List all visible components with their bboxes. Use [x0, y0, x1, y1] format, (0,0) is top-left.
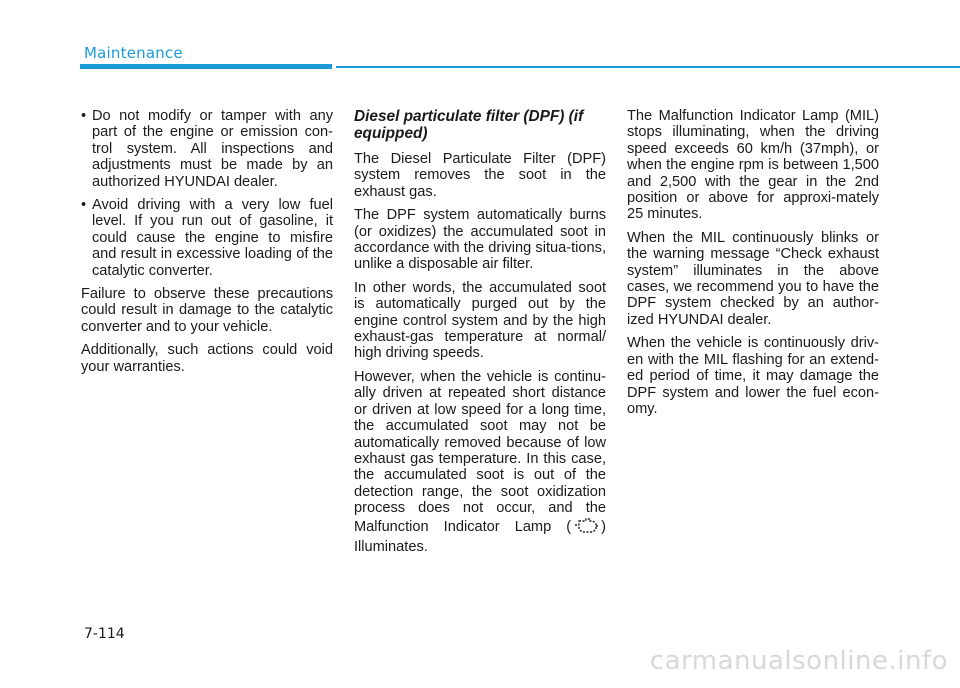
paragraph: The Malfunction Indicator Lamp (MIL) stops illuminating, when the driving speed exceeds 60 km/h (37mph), or when the engine rpm is between 1,500 and 2,500 with the gear in the 2nd position or above for approxi-mately 25 minutes.	[627, 108, 879, 223]
column-2	[354, 108, 606, 562]
paragraph: Failure to observe these precautions could result in damage to the catalytic converter and to your vehicle.	[81, 286, 333, 335]
section-title: Maintenance	[84, 44, 183, 62]
column-3	[627, 108, 879, 424]
paragraph: Additionally, such actions could void your warranties.	[81, 342, 333, 375]
watermark: carmanualsonline.info	[649, 646, 948, 676]
bullet-dot: •	[81, 197, 87, 214]
paragraph: When the vehicle is continuously driv-en with the MIL flashing for an extend-ed period of time, it may damage the DPF system and lower the fuel econ-omy.	[627, 335, 879, 417]
bullet-text: Avoid driving with a very low fuel level. If you run out of gasoline, it could cause the engine to misfire and result in excessive loading of the catalytic converter.	[92, 197, 333, 279]
paragraph: The Diesel Particulate Filter (DPF) system removes the soot in the exhaust gas.	[354, 151, 606, 200]
page-number: 7-114	[84, 626, 125, 642]
bullet-text: Do not modify or tamper with any part of the engine or emission con-trol system. All inspections and adjustments must be made by an authorized HYUNDAI dealer.	[92, 108, 333, 190]
paragraph: When the MIL continuously blinks or the warning message “Check exhaust system” illuminates in the above cases, we recommend you to have the DPF system checked by an author-ized HYUNDAI dealer.	[627, 229, 879, 328]
paragraph: In other words, the accumulated soot is automatically purged out by the engine control system and by the high exhaust-gas temperature at normal/ high driving speeds.	[354, 279, 606, 362]
paragraph: The DPF system automatically burns (or oxidizes) the accumulated soot in accordance with the driving situa-tions, unlike a disposable air filter.	[354, 207, 606, 273]
header-rule-thin	[336, 66, 960, 68]
column-1	[81, 108, 333, 382]
bullet-dot: •	[81, 108, 87, 124]
paragraph-text: ) Illuminates.	[354, 518, 606, 555]
paragraph-text: However, when the vehicle is continu-ally driven at repeated short distance or driven at low speed for a long time, the accumulated soot may not be automatically removed because of low exhaust gas temperature. In this case, the accumulated soot is out of the detection range, the soot oxidization process does not occur, and the Malfunction Indicator Lamp (	[354, 368, 606, 535]
dpf-heading: Diesel particulate filter (DPF) (if equipped)	[354, 108, 584, 142]
bullet-item	[81, 197, 333, 279]
paragraph	[354, 369, 606, 555]
bullet-item	[81, 108, 333, 190]
header-rule-thick	[80, 64, 332, 69]
engine-check-icon	[573, 517, 599, 539]
